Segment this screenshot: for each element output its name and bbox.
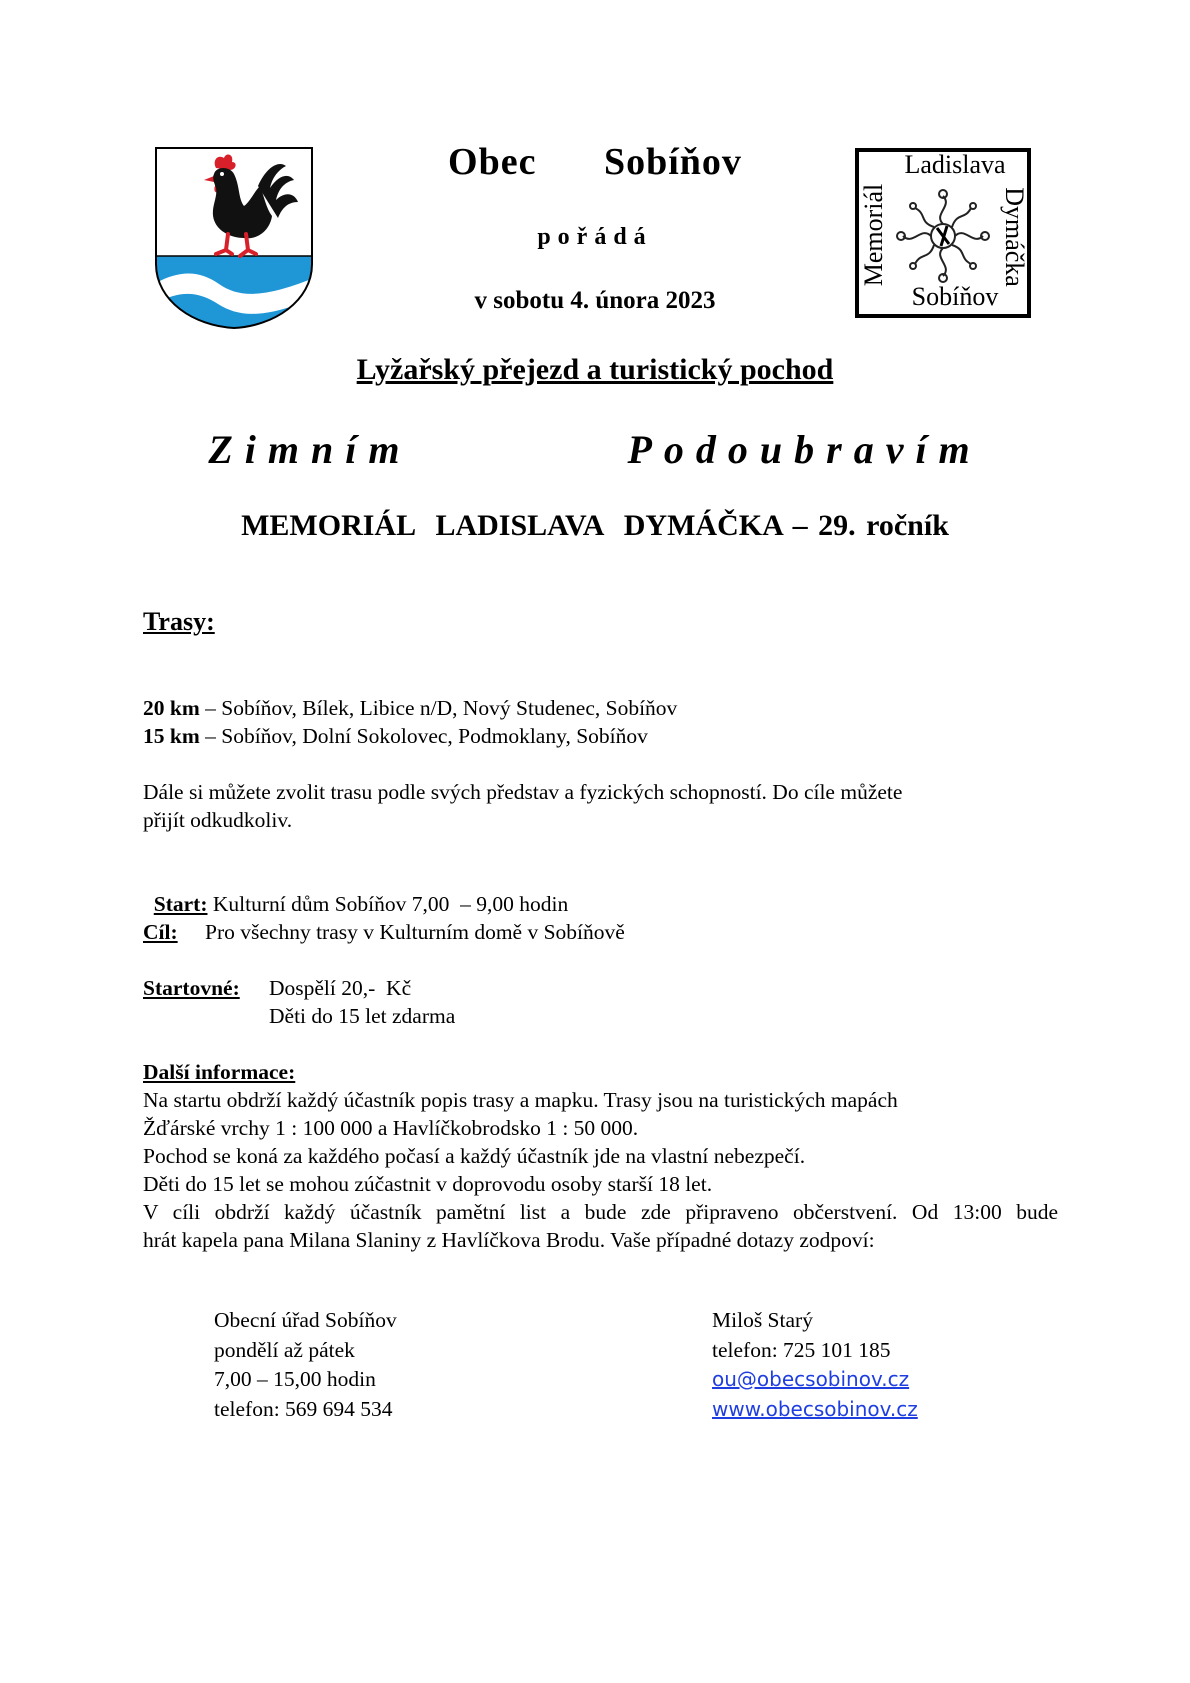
website-link[interactable]: www.obecsobinov.cz: [712, 1396, 918, 1421]
logo-text-top: Ladislava: [904, 150, 1006, 179]
logo-text-bottom: Sobíňov: [911, 282, 999, 311]
event-date: v sobotu 4. února 2023: [474, 287, 716, 314]
contact-person: [712, 1306, 918, 1424]
fee-adults: Dospělí 20,- Kč: [269, 976, 412, 1000]
info-line: hrát kapela pana Milana Slaniny z Havlíčkova Brodu. Vaše případné dotazy zodpoví:: [143, 1228, 875, 1252]
start-label: Start:: [153, 892, 208, 916]
finish-label: Cíl:: [143, 920, 178, 944]
person-name: Miloš Starý: [712, 1308, 813, 1332]
routes-heading: Trasy:: [143, 607, 215, 636]
finish-row: [143, 918, 625, 946]
routes-note-line2: přijít odkudkoliv.: [143, 808, 293, 832]
info-line: Děti do 15 let se mohou zúčastnit v doprovodu osoby starší 18 let.: [143, 1172, 713, 1196]
fee-children: Děti do 15 let zdarma: [269, 1004, 456, 1028]
office-phone: telefon: 569 694 534: [214, 1396, 393, 1421]
route-item: [143, 694, 677, 722]
info-line: Na startu obdrží každý účastník popis trasy a mapku. Trasy jsou na turistických mapách: [143, 1088, 898, 1112]
logo-text-left: Memoriál: [859, 183, 888, 287]
finish-text: Pro všechny trasy v Kulturním domě v Sobíňově: [205, 920, 625, 944]
route-distance: 20 km: [143, 696, 200, 720]
office-hours: 7,00 – 15,00 hodin: [214, 1367, 376, 1391]
event-title: Lyžařský přejezd a turistický pochod: [356, 353, 834, 386]
office-days: pondělí až pátek: [214, 1337, 355, 1362]
contact-office: [214, 1306, 397, 1424]
page-title: Obec Sobíňov: [448, 141, 742, 183]
route-text: – Sobíňov, Dolní Sokolovec, Podmoklany, Sobíňov: [199, 724, 648, 748]
route-text: – Sobíňov, Bílek, Libice n/D, Nový Studenec, Sobíňov: [199, 696, 678, 720]
logo-text-right: Dymáčka: [1000, 187, 1029, 287]
start-text: Kulturní dům Sobíňov 7,00 – 9,00 hodin: [207, 892, 569, 916]
info-line: V cíli obdrží každý účastník pamětní list a bude zde připraveno občerstvení. Od 13:00 bude: [143, 1200, 1058, 1224]
info-line: Pochod se koná za každého počasí a každý účastník jde na vlastní nebezpečí.: [143, 1144, 806, 1168]
event-name: Zimním Podoubravím: [208, 427, 982, 472]
info-heading: Další informace:: [143, 1060, 296, 1084]
route-item: [143, 722, 648, 750]
route-distance: 15 km: [143, 724, 200, 748]
office-name: Obecní úřad Sobíňov: [214, 1308, 397, 1332]
routes-note-line1: Dále si můžete zvolit trasu podle svých představ a fyzických schopností. Do cíle můžete: [143, 780, 903, 804]
fee-label: Startovné:: [143, 976, 240, 1000]
start-row: [143, 862, 568, 918]
info-line: Žďárské vrchy 1 : 100 000 a Havlíčkobrodsko 1 : 50 000.: [143, 1116, 639, 1140]
subtitle-porada: pořádá: [537, 224, 653, 250]
email-link[interactable]: ou@obecsobinov.cz: [712, 1367, 910, 1391]
memorial-heading: MEMORIÁL LADISLAVA DYMÁČKA – 29. ročník: [241, 509, 949, 542]
person-phone: telefon: 725 101 185: [712, 1337, 891, 1362]
